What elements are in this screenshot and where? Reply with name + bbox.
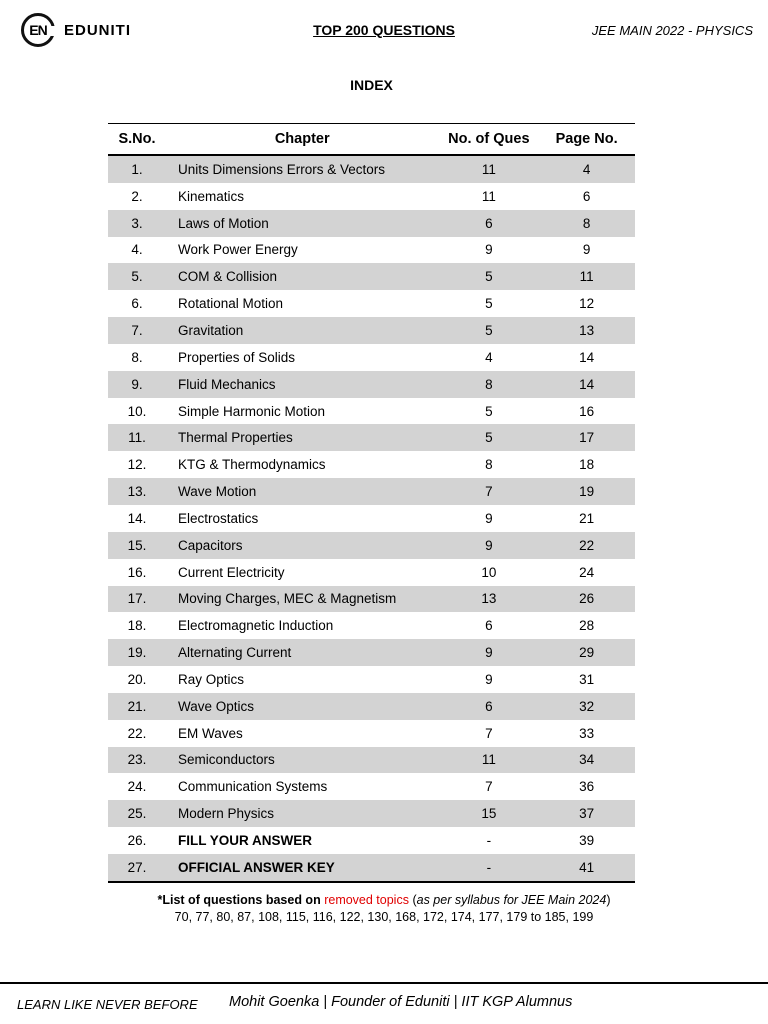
row-questions: 5 — [485, 296, 493, 312]
header-sno: S.No. — [108, 124, 166, 156]
row-page: 32 — [538, 693, 635, 720]
page-header — [0, 12, 768, 52]
row-chapter: Thermal Properties — [166, 424, 440, 451]
row-page: 14 — [579, 349, 595, 365]
row-sno: 16. — [127, 564, 147, 580]
row-sno: 7. — [108, 317, 166, 344]
row-questions: 13 — [439, 586, 538, 613]
row-chapter: Communication Systems — [177, 779, 328, 795]
removed-topics-note — [0, 892, 768, 926]
row-questions: 8 — [439, 371, 538, 398]
row-chapter: Alternating Current — [166, 639, 440, 666]
header-page: Page No. — [538, 124, 635, 156]
row-chapter: Semiconductors — [166, 747, 440, 774]
table-row — [108, 155, 635, 183]
row-questions: 11 — [439, 155, 538, 183]
row-sno: 22. — [127, 725, 147, 741]
table-row — [108, 773, 635, 800]
row-page: 19 — [538, 478, 635, 505]
table-row — [108, 639, 635, 666]
table-row — [108, 424, 635, 451]
row-questions: 5 — [439, 263, 538, 290]
note-paren-open: ( — [412, 893, 417, 907]
row-questions: 7 — [485, 779, 493, 795]
table-row — [108, 451, 635, 478]
row-sno: 27. — [108, 854, 166, 882]
row-questions: 5 — [439, 317, 538, 344]
row-questions: 4 — [485, 349, 493, 365]
row-questions: 8 — [485, 457, 493, 473]
row-chapter: Modern Physics — [166, 800, 440, 827]
row-questions: 11 — [481, 188, 496, 204]
table-row — [108, 398, 635, 425]
header-chapter: Chapter — [166, 124, 440, 156]
header-questions: No. of Ques — [439, 124, 538, 156]
table-row — [108, 183, 635, 210]
note-paren-close: ) — [606, 893, 611, 907]
footer-divider — [0, 982, 768, 984]
table-row — [108, 720, 635, 747]
row-chapter: Simple Harmonic Motion — [177, 403, 326, 419]
note-question-list: 70, 77, 80, 87, 108, 115, 116, 122, 130, 168, 172, 174, 177, 179 to 185, 199 — [174, 910, 594, 924]
row-questions: 10 — [481, 564, 497, 580]
row-sno: 13. — [108, 478, 166, 505]
row-questions: 15 — [439, 800, 538, 827]
row-sno: 25. — [108, 800, 166, 827]
note-line — [0, 892, 768, 909]
table-row — [108, 237, 635, 264]
note-prefix: *List of questions based on — [157, 893, 321, 907]
row-page: 34 — [538, 747, 635, 774]
table-row — [108, 290, 635, 317]
row-questions: - — [486, 833, 492, 849]
row-page: 37 — [538, 800, 635, 827]
row-sno: 24. — [127, 779, 147, 795]
row-questions: 6 — [485, 618, 493, 634]
row-questions: 7 — [439, 478, 538, 505]
row-page: 11 — [538, 263, 635, 290]
document-subject: JEE MAIN 2022 - PHYSICS — [591, 23, 753, 38]
row-questions: 5 — [485, 403, 493, 419]
table-row — [108, 827, 635, 854]
table-row — [108, 747, 635, 774]
row-page: 14 — [538, 371, 635, 398]
row-sno: 6. — [131, 296, 143, 312]
footer-tagline: LEARN LIKE NEVER BEFORE — [17, 997, 198, 1012]
table-row — [108, 317, 635, 344]
table-row — [108, 505, 635, 532]
logo-mark-text: EN — [29, 22, 47, 38]
row-sno: 26. — [127, 833, 147, 849]
row-chapter: Current Electricity — [177, 564, 285, 580]
table-header-row — [108, 124, 635, 156]
row-page: 29 — [538, 639, 635, 666]
row-questions: 9 — [485, 671, 493, 687]
row-chapter: Wave Motion — [166, 478, 440, 505]
row-sno: 4. — [131, 242, 143, 258]
row-questions: 6 — [439, 693, 538, 720]
row-sno: 9. — [108, 371, 166, 398]
row-questions: - — [439, 854, 538, 882]
row-chapter: OFFICIAL ANSWER KEY — [166, 854, 440, 882]
row-chapter: Fluid Mechanics — [166, 371, 440, 398]
brand-name: EDUNITI — [64, 21, 131, 39]
row-page: 12 — [579, 296, 595, 312]
row-page: 41 — [538, 854, 635, 882]
row-page: 31 — [579, 671, 595, 687]
index-table — [108, 123, 635, 883]
note-highlight: removed topics — [324, 893, 409, 907]
row-page: 28 — [579, 618, 595, 634]
row-page: 18 — [579, 457, 595, 473]
footer-credit: Mohit Goenka | Founder of Eduniti | IIT KGP Alumnus — [229, 994, 573, 1010]
row-sno: 3. — [108, 210, 166, 237]
row-page: 13 — [538, 317, 635, 344]
row-chapter: Ray Optics — [177, 671, 244, 687]
table-row — [108, 263, 635, 290]
row-questions: 9 — [439, 532, 538, 559]
row-questions: 9 — [485, 242, 493, 258]
row-sno: 15. — [108, 532, 166, 559]
row-chapter: Properties of Solids — [177, 349, 296, 365]
table-row — [108, 532, 635, 559]
row-chapter: COM & Collision — [166, 263, 440, 290]
row-questions: 9 — [485, 510, 493, 526]
table-row — [108, 612, 635, 639]
row-chapter: Units Dimensions Errors & Vectors — [166, 155, 440, 183]
table-row — [108, 478, 635, 505]
row-chapter: Work Power Energy — [177, 242, 298, 258]
row-chapter: Gravitation — [166, 317, 440, 344]
row-sno: 1. — [108, 155, 166, 183]
row-page: 6 — [582, 188, 591, 204]
row-page: 24 — [579, 564, 595, 580]
row-sno: 14. — [127, 510, 147, 526]
row-chapter: EM Waves — [177, 725, 243, 741]
note-syllabus: as per syllabus for JEE Main 2024 — [416, 893, 607, 907]
row-questions: 7 — [485, 725, 493, 741]
row-page: 4 — [538, 155, 635, 183]
row-sno: 11. — [108, 424, 166, 451]
row-page: 39 — [579, 833, 595, 849]
table-row — [108, 559, 635, 586]
row-questions: 6 — [439, 210, 538, 237]
row-chapter: Moving Charges, MEC & Magnetism — [166, 586, 440, 613]
row-sno: 19. — [108, 639, 166, 666]
row-page: 21 — [579, 510, 595, 526]
table-row — [108, 666, 635, 693]
row-questions: 9 — [439, 639, 538, 666]
table-row — [108, 693, 635, 720]
row-chapter: FILL YOUR ANSWER — [177, 833, 312, 849]
index-table-body — [108, 155, 635, 882]
table-row — [108, 586, 635, 613]
row-page: 17 — [538, 424, 635, 451]
row-sno: 8. — [131, 349, 143, 365]
table-row — [108, 210, 635, 237]
row-sno: 21. — [108, 693, 166, 720]
row-sno: 12. — [127, 457, 147, 473]
table-row — [108, 800, 635, 827]
document-title: TOP 200 QUESTIONS — [313, 22, 455, 38]
row-chapter: Rotational Motion — [177, 296, 284, 312]
row-chapter: Laws of Motion — [166, 210, 440, 237]
row-chapter: Electrostatics — [177, 510, 259, 526]
row-page: 9 — [582, 242, 591, 258]
row-chapter: Kinematics — [177, 188, 244, 204]
row-page: 26 — [538, 586, 635, 613]
row-sno: 17. — [108, 586, 166, 613]
table-row — [108, 854, 635, 882]
index-heading: INDEX — [350, 77, 393, 93]
row-page: 36 — [579, 779, 595, 795]
row-sno: 2. — [131, 188, 143, 204]
table-row — [108, 371, 635, 398]
row-sno: 10. — [127, 403, 147, 419]
table-row — [108, 344, 635, 371]
row-chapter: Wave Optics — [166, 693, 440, 720]
row-sno: 20. — [127, 671, 147, 687]
row-page: 33 — [579, 725, 595, 741]
row-page: 22 — [538, 532, 635, 559]
row-sno: 5. — [108, 263, 166, 290]
row-page: 16 — [579, 403, 595, 419]
row-page: 8 — [538, 210, 635, 237]
row-chapter: Capacitors — [166, 532, 440, 559]
row-chapter: Electromagnetic Induction — [177, 618, 334, 634]
row-questions: 11 — [439, 747, 538, 774]
row-questions: 5 — [439, 424, 538, 451]
row-sno: 18. — [127, 618, 147, 634]
row-chapter: KTG & Thermodynamics — [177, 457, 326, 473]
row-sno: 23. — [108, 747, 166, 774]
